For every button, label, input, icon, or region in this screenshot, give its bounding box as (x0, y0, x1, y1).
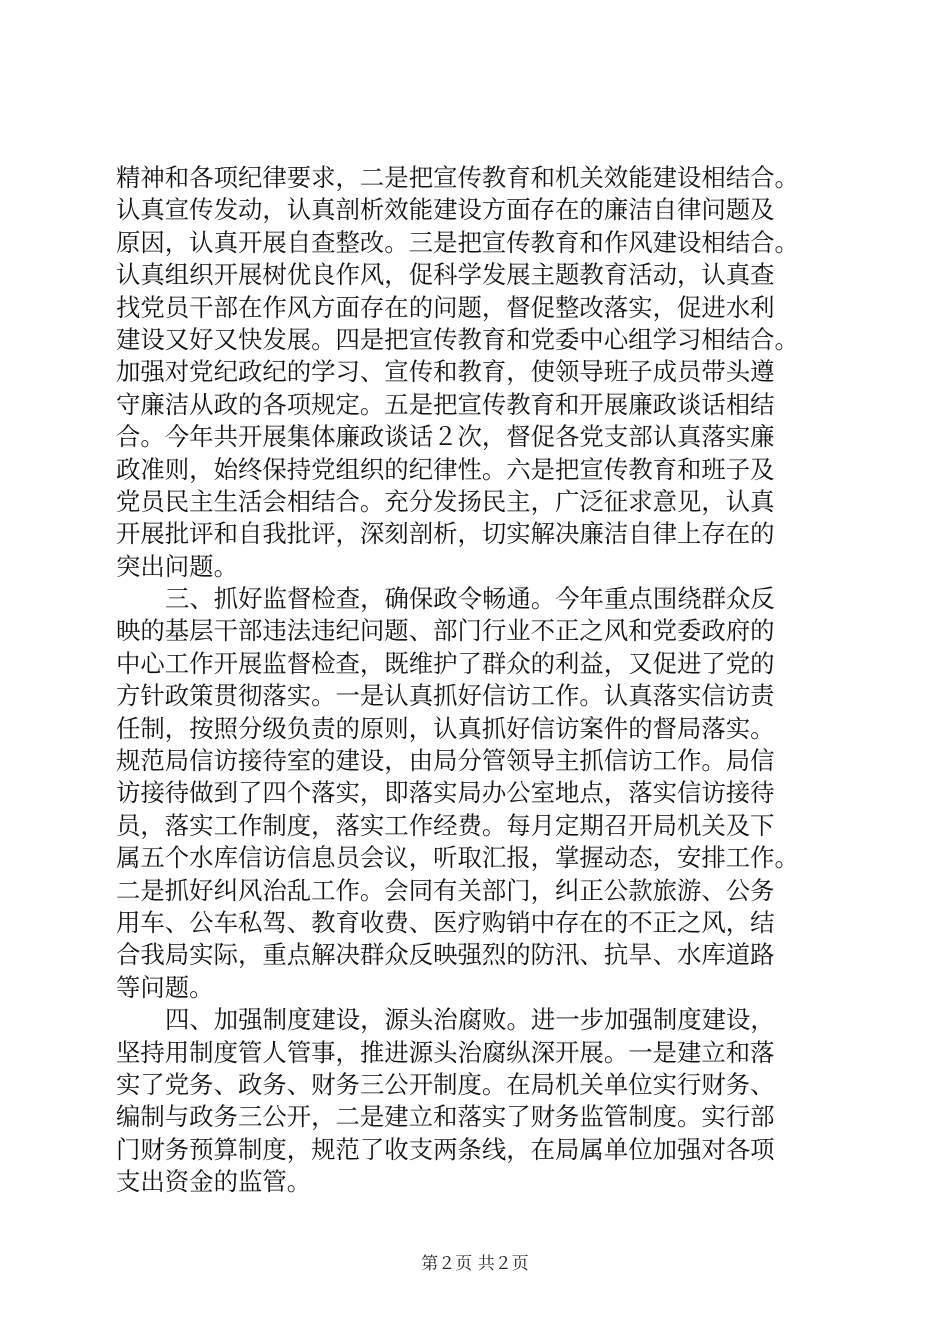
text-line: 找党员干部在作风方面存在的问题，督促整改落实，促进水利 (116, 292, 775, 322)
text-line: 中心工作开展监督检查，既维护了群众的利益，又促进了党的 (116, 648, 775, 678)
text-line: 任制，按照分级负责的原则，认真抓好信访案件的督局落实。 (116, 713, 775, 743)
text-line: 方针政策贯彻落实。一是认真抓好信访工作。认真落实信访责 (116, 681, 775, 711)
text-line: 政准则，始终保持党组织的纪律性。六是把宣传教育和班子及 (116, 454, 775, 484)
text-line: 建设又好又快发展。四是把宣传教育和党委中心组学习相结合。 (116, 324, 799, 354)
text-line: 党员民主生活会相结合。充分发扬民主，广泛征求意见，认真 (116, 486, 775, 516)
text-line: 二是抓好纠风治乱工作。会同有关部门，纠正公款旅游、公务 (116, 875, 775, 905)
text-line: 员，落实工作制度，落实工作经费。每月定期召开局机关及下 (116, 810, 775, 840)
text-line: 突出问题。 (116, 551, 238, 581)
text-line: 映的基层干部违法违纪问题、部门行业不正之风和党委政府的 (116, 616, 775, 646)
page-number-footer: 第２页 共２页 (421, 1254, 529, 1274)
text-line: 精神和各项纪律要求，二是把宣传教育和机关效能建设相结合。 (116, 163, 799, 192)
text-line: 开展批评和自我批评，深刻剖析，切实解决廉洁自律上存在的 (116, 519, 775, 549)
text-line: 用车、公车私驾、教育收费、医疗购销中存在的不正之风，结 (116, 907, 775, 937)
text-line: 规范局信访接待室的建设，由局分管领导主抓信访工作。局信 (116, 746, 775, 776)
document-body (116, 162, 836, 1199)
text-line: 认真组织开展树优良作风，促科学发展主题教育活动，认真查 (116, 260, 775, 290)
text-line: 实了党务、政务、财务三公开制度。在局机关单位实行财务、 (116, 1069, 775, 1099)
text-line: 访接待做到了四个落实，即落实局办公室地点，落实信访接待 (116, 778, 775, 808)
text-line: 合我局实际，重点解决群众反映强烈的防汛、抗旱、水库道路 (116, 940, 775, 970)
text-line: 编制与政务三公开，二是建立和落实了财务监管制度。实行部 (116, 1102, 775, 1132)
text-line: 支出资金的监管。 (116, 1167, 312, 1197)
text-line: 加强对党纪政纪的学习、宣传和教育，使领导班子成员带头遵 (116, 357, 775, 387)
text-line: 属五个水库信访信息员会议，听取汇报，掌握动态，安排工作。 (116, 843, 799, 873)
text-line: 合。今年共开展集体廉政谈话２次，督促各党支部认真落实廉 (116, 422, 775, 452)
text-line: 门财务预算制度，规范了收支两条线，在局属单位加强对各项 (116, 1134, 775, 1164)
text-line: 原因，认真开展自查整改。三是把宣传教育和作风建设相结合。 (116, 227, 799, 257)
text-line: 认真宣传发动，认真剖析效能建设方面存在的廉洁自律问题及 (116, 195, 775, 225)
section-heading-line: 三、抓好监督检查，确保政令畅通。今年重点围绕群众反 (165, 584, 775, 614)
section-heading-line: 四、加强制度建设，源头治腐败。进一步加强制度建设， (165, 1005, 775, 1035)
text-line: 坚持用制度管人管事，推进源头治腐纵深开展。一是建立和落 (116, 1037, 775, 1067)
text-line: 守廉洁从政的各项规定。五是把宣传教育和开展廉政谈话相结 (116, 389, 775, 419)
text-line: 等问题。 (116, 972, 214, 1002)
